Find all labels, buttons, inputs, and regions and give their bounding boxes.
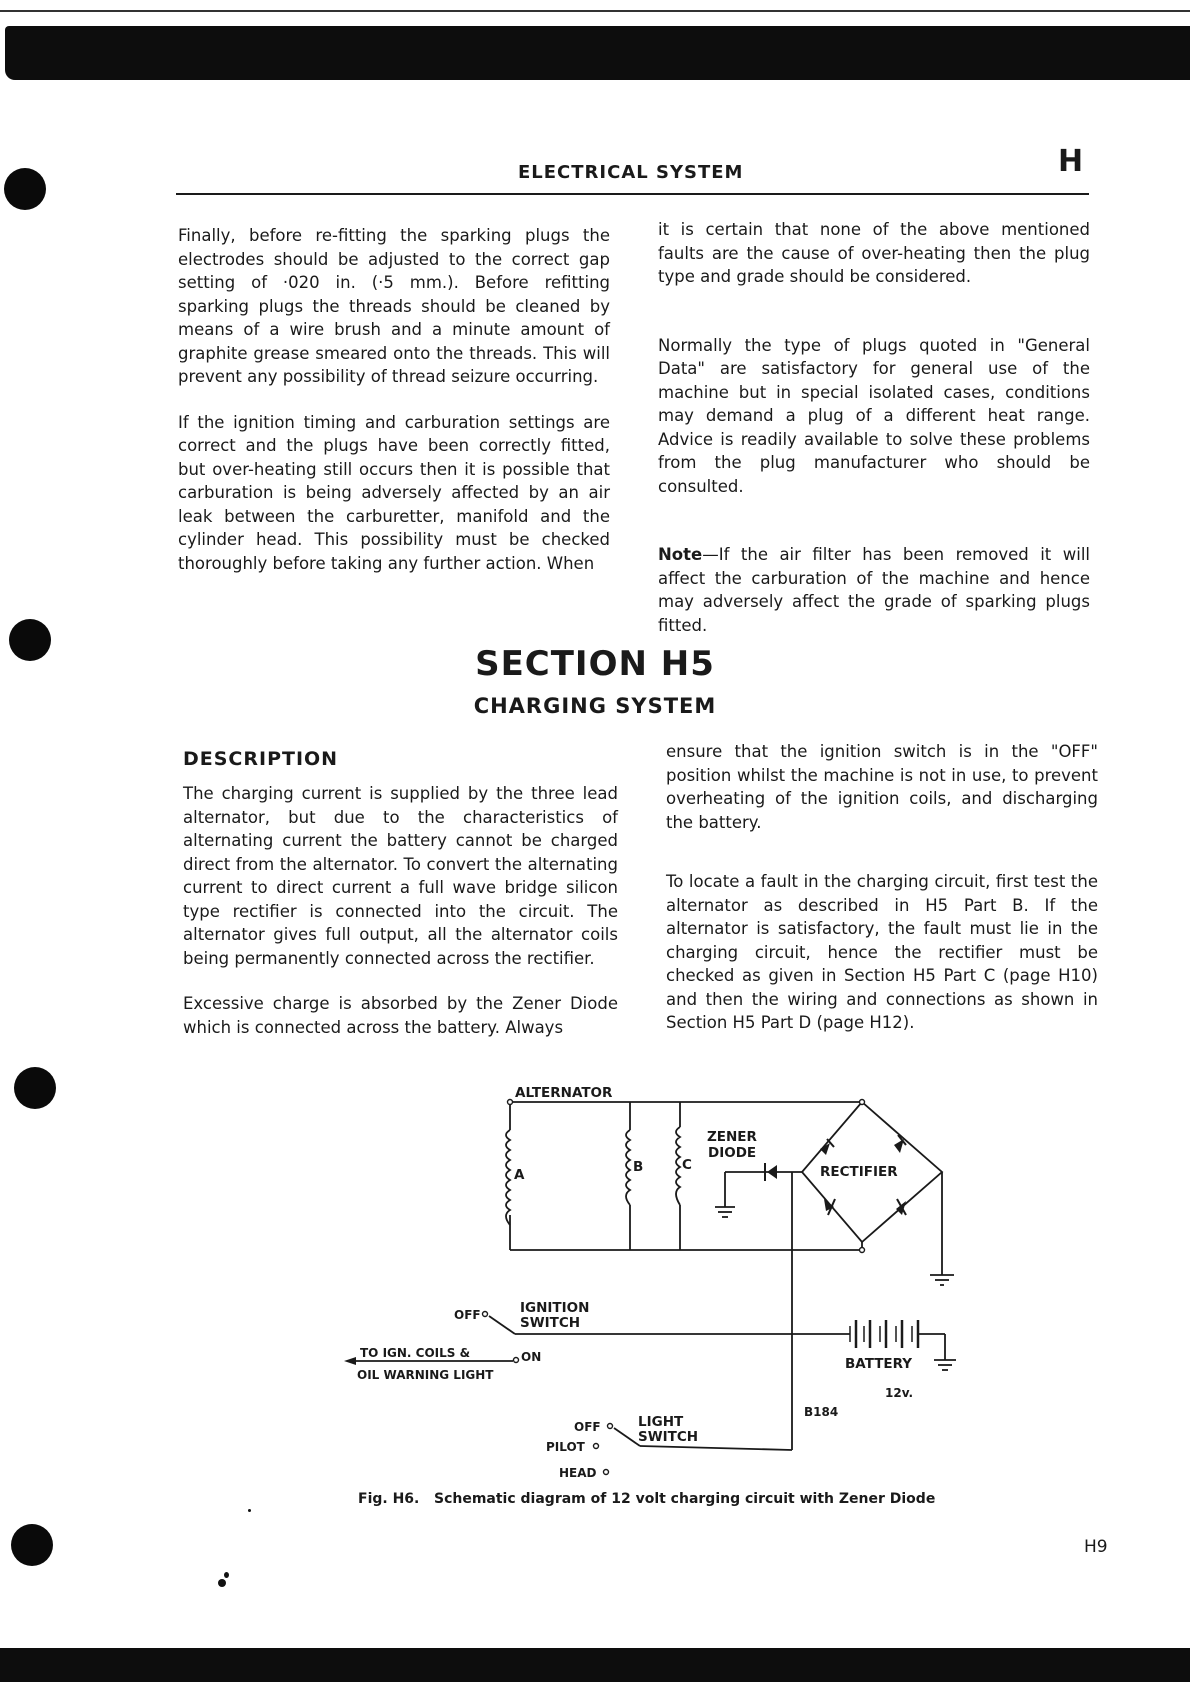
figure-caption bbox=[358, 1491, 935, 1507]
header-rule bbox=[176, 193, 1089, 195]
label-rectifier: RECTIFIER bbox=[820, 1164, 898, 1180]
ink-speck bbox=[224, 1572, 229, 1578]
label-light-off: OFF bbox=[574, 1420, 601, 1434]
label-coil-c: C bbox=[682, 1157, 692, 1173]
binder-hole bbox=[14, 1067, 56, 1109]
top-right-column bbox=[658, 218, 1090, 659]
page-header-title: ELECTRICAL SYSTEM bbox=[518, 162, 744, 183]
label-ref: B184 bbox=[804, 1405, 839, 1419]
battery-symbol bbox=[850, 1320, 918, 1348]
top-rule bbox=[0, 10, 1190, 12]
paragraph: The charging current is supplied by the three lead alternator, but due to the characteristics of alternating current the battery cannot be charged direct from the alternator. To convert the alternating current to direct current a full wave bridge silicon type rectifier is connected into the circuit. The alternator gives full output, all the alternator coils being permanently connected across the rectifier. bbox=[183, 784, 618, 968]
coil-c-winding bbox=[676, 1127, 680, 1205]
caption-text: Schematic diagram of 12 volt charging circuit with Zener Diode bbox=[433, 1491, 936, 1507]
section-title: SECTION H5 bbox=[475, 644, 715, 684]
paragraph: Normally the type of plugs quoted in "General Data" are satisfactory for general use of the machine but in special isolated cases, conditions may demand a plug of a different heat range. Advice is readily available to solve these problems from the plug manufacturer who should be consulted. bbox=[658, 335, 1090, 496]
caption-label: Fig. H6. bbox=[358, 1491, 420, 1507]
label-coil-b: B bbox=[633, 1159, 644, 1175]
paragraph: Finally, before re-fitting the sparking plugs the electrodes should be adjusted to the correct gap setting of ·020 in. (·5 mm.). Before refitting sparking plugs the threads should be cleaned by means of a wire brush and a minute amount of graphite grease smeared onto the threads. This will prevent any possibility of thread seizure occurring. bbox=[178, 226, 610, 386]
note-paragraph bbox=[658, 543, 1090, 637]
paragraph: To locate a fault in the charging circuit, first test the alternator as described in H5 Part B. If the alternator is satisfactory, the fault must lie in the charging circuit, hence the rectifier must be checked as given in Section H5 Part C (page H10) and then the wiring and connections as shown in Section H5 Part D (page H12). bbox=[666, 872, 1098, 1032]
page-number: H9 bbox=[1084, 1537, 1108, 1557]
ink-speck bbox=[218, 1579, 226, 1587]
coil-a-winding bbox=[506, 1130, 510, 1225]
label-light-switch: SWITCH bbox=[638, 1429, 699, 1445]
label-battery: BATTERY bbox=[845, 1356, 913, 1372]
coil-b-winding bbox=[626, 1130, 630, 1205]
label-volts: 12v. bbox=[885, 1386, 914, 1400]
label-coil-a: A bbox=[514, 1167, 525, 1183]
label-head: HEAD bbox=[559, 1466, 597, 1480]
top-black-bar bbox=[5, 26, 1190, 80]
top-left-column bbox=[178, 224, 610, 597]
label-zener: ZENER bbox=[707, 1129, 757, 1145]
label-oil-warning: OIL WARNING LIGHT bbox=[357, 1368, 494, 1382]
paragraph: it is certain that none of the above mentioned faults are the cause of over-heating then the plug type and grade should be considered. bbox=[658, 220, 1090, 286]
label-ign-off: OFF bbox=[454, 1308, 481, 1322]
paragraph: If the ignition timing and carburation settings are correct and the plugs have been correctly fitted, but over-heating still occurs then it is possible that carburation is being adversely affected by an air leak between the carburetter, manifold and the cylinder head. This possibility must be checked thoroughly before taking any further action. When bbox=[178, 412, 610, 573]
description-left-column bbox=[183, 782, 618, 1061]
charging-circuit-diagram bbox=[330, 1075, 970, 1495]
label-alternator: ALTERNATOR bbox=[515, 1085, 613, 1101]
description-heading: DESCRIPTION bbox=[183, 748, 339, 770]
label-ign-switch: SWITCH bbox=[520, 1315, 581, 1331]
description-right-column bbox=[666, 740, 1098, 1057]
label-pilot: PILOT bbox=[546, 1440, 585, 1454]
label-light: LIGHT bbox=[638, 1414, 684, 1430]
binder-hole bbox=[11, 1524, 53, 1566]
label-ignition: IGNITION bbox=[520, 1300, 590, 1316]
paragraph: ensure that the ignition switch is in the "OFF" position whilst the machine is not in use, to prevent overheating of the ignition coils, and discharging the battery. bbox=[666, 742, 1098, 832]
note-text: —If the air filter has been removed it will affect the carburation of the machine and hence may adversely affect the grade of sparking plugs fitted. bbox=[658, 545, 1090, 635]
output-arrow bbox=[344, 1357, 356, 1365]
bottom-black-bar bbox=[0, 1648, 1190, 1682]
paragraph: Excessive charge is absorbed by the Zener Diode which is connected across the battery. Always bbox=[183, 994, 618, 1037]
label-ign-on: ON bbox=[521, 1350, 542, 1364]
label-to-ign-coils: TO IGN. COILS & bbox=[360, 1346, 471, 1360]
note-label: Note bbox=[658, 545, 703, 564]
binder-hole bbox=[4, 168, 46, 210]
section-letter: H bbox=[1058, 144, 1084, 179]
section-subtitle: CHARGING SYSTEM bbox=[473, 694, 717, 718]
label-diode: DIODE bbox=[708, 1145, 757, 1161]
ink-speck bbox=[248, 1509, 251, 1512]
